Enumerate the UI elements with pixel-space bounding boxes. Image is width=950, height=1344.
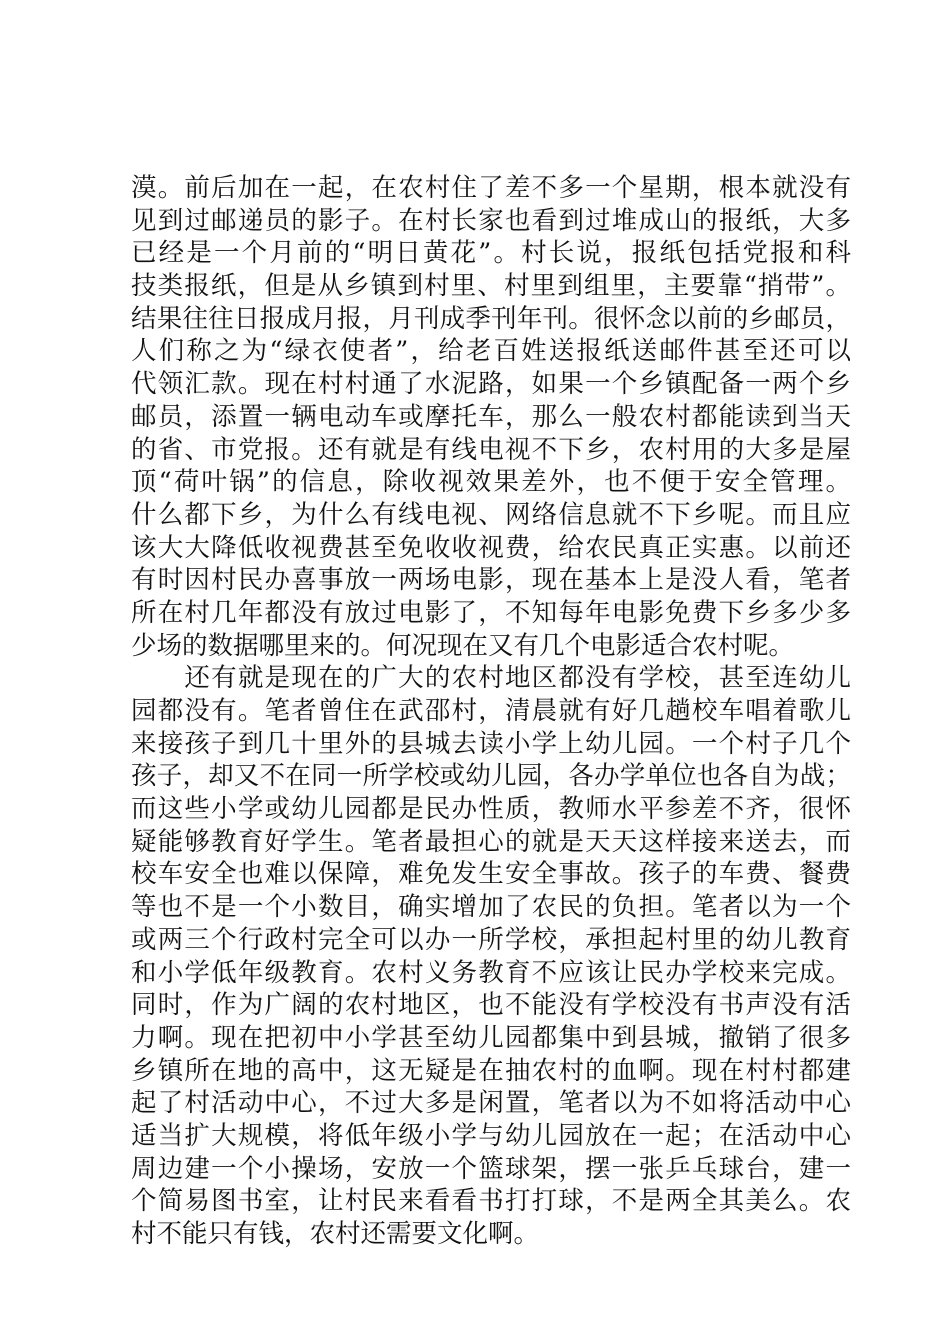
text-line: 或两三个行政村完全可以办一所学校，承担起村里的幼儿教育 — [131, 924, 851, 955]
text-line: 人们称之为“绿衣使者”，给老百姓送报纸送邮件甚至还可以 — [131, 336, 851, 367]
text-line: 已经是一个月前的“明日黄花”。村长说，报纸包括党报和科 — [131, 238, 851, 269]
text-line: 和小学低年级教育。农村义务教育不应该让民办学校来完成。 — [131, 957, 851, 988]
text-line: 少场的数据哪里来的。何况现在又有几个电影适合农村呢。 — [131, 630, 795, 661]
text-line: 所在村几年都没有放过电影了，不知每年电影免费下乡多少多 — [131, 597, 851, 628]
text-line: 力啊。现在把初中小学甚至幼儿园都集中到县城，撤销了很多 — [131, 1022, 851, 1053]
text-line: 技类报纸，但是从乡镇到村里、村里到组里，主要靠“捎带”。 — [131, 271, 851, 302]
text-line: 邮员，添置一辆电动车或摩托车，那么一般农村都能读到当天 — [131, 401, 851, 432]
text-line: 周边建一个小操场，安放一个篮球架，摆一张乒乓球台，建一 — [131, 1153, 851, 1184]
text-line: 村不能只有钱，农村还需要文化啊。 — [131, 1219, 540, 1249]
text-line: 而这些小学或幼儿园都是民办性质，教师水平参差不齐，很怀 — [131, 794, 851, 825]
body-text — [131, 172, 851, 1251]
text-line: 结果往往日报成月报，月刊成季刊年刊。很怀念以前的乡邮员， — [131, 303, 851, 334]
text-line: 适当扩大规模，将低年级小学与幼儿园放在一起；在活动中心 — [131, 1120, 851, 1151]
text-line: 还有就是现在的广大的农村地区都没有学校，甚至连幼儿 — [131, 663, 851, 694]
paragraph-1 — [131, 172, 851, 662]
text-line: 来接孩子到几十里外的县城去读小学上幼儿园。一个村子几个 — [131, 728, 851, 759]
text-line: 乡镇所在地的高中，这无疑是在抽农村的血啊。现在村村都建 — [131, 1055, 851, 1086]
text-line: 有时因村民办喜事放一两场电影，现在基本上是没人看，笔者 — [131, 565, 851, 596]
text-line: 起了村活动中心，不过大多是闲置，笔者以为不如将活动中心 — [131, 1088, 851, 1119]
text-line: 同时，作为广阔的农村地区，也不能没有学校没有书声没有活 — [131, 990, 851, 1021]
text-line: 见到过邮递员的影子。在村长家也看到过堆成山的报纸，大多 — [131, 205, 851, 236]
text-line: 疑能够教育好学生。笔者最担心的就是天天这样接来送去，而 — [131, 826, 851, 857]
paragraph-2 — [131, 662, 851, 1250]
text-line: 园都没有。笔者曾住在武邵村，清晨就有好几趟校车唱着歌儿 — [131, 696, 851, 726]
text-line: 孩子，却又不在同一所学校或幼儿园，各办学单位也各自为战； — [131, 761, 851, 792]
text-line: 代领汇款。现在村村通了水泥路，如果一个乡镇配备一两个乡 — [131, 369, 851, 400]
text-line: 等也不是一个小数目，确实增加了农民的负担。笔者以为一个 — [131, 892, 851, 923]
text-line: 什么都下乡，为什么有线电视、网络信息就不下乡呢。而且应 — [131, 499, 851, 530]
text-line: 漠。前后加在一起，在农村住了差不多一个星期，根本就没有 — [131, 173, 851, 203]
text-line: 该大大降低收视费甚至免收收视费，给农民真正实惠。以前还 — [131, 532, 851, 563]
text-line: 顶“荷叶锅”的信息，除收视效果差外，也不便于安全管理。 — [131, 467, 851, 498]
text-line: 个简易图书室，让村民来看看书打打球，不是两全其美么。农 — [131, 1186, 851, 1217]
text-line: 的省、市党报。还有就是有线电视不下乡，农村用的大多是屋 — [131, 434, 851, 465]
text-line: 校车安全也难以保障，难免发生安全事故。孩子的车费、餐费 — [131, 859, 851, 890]
